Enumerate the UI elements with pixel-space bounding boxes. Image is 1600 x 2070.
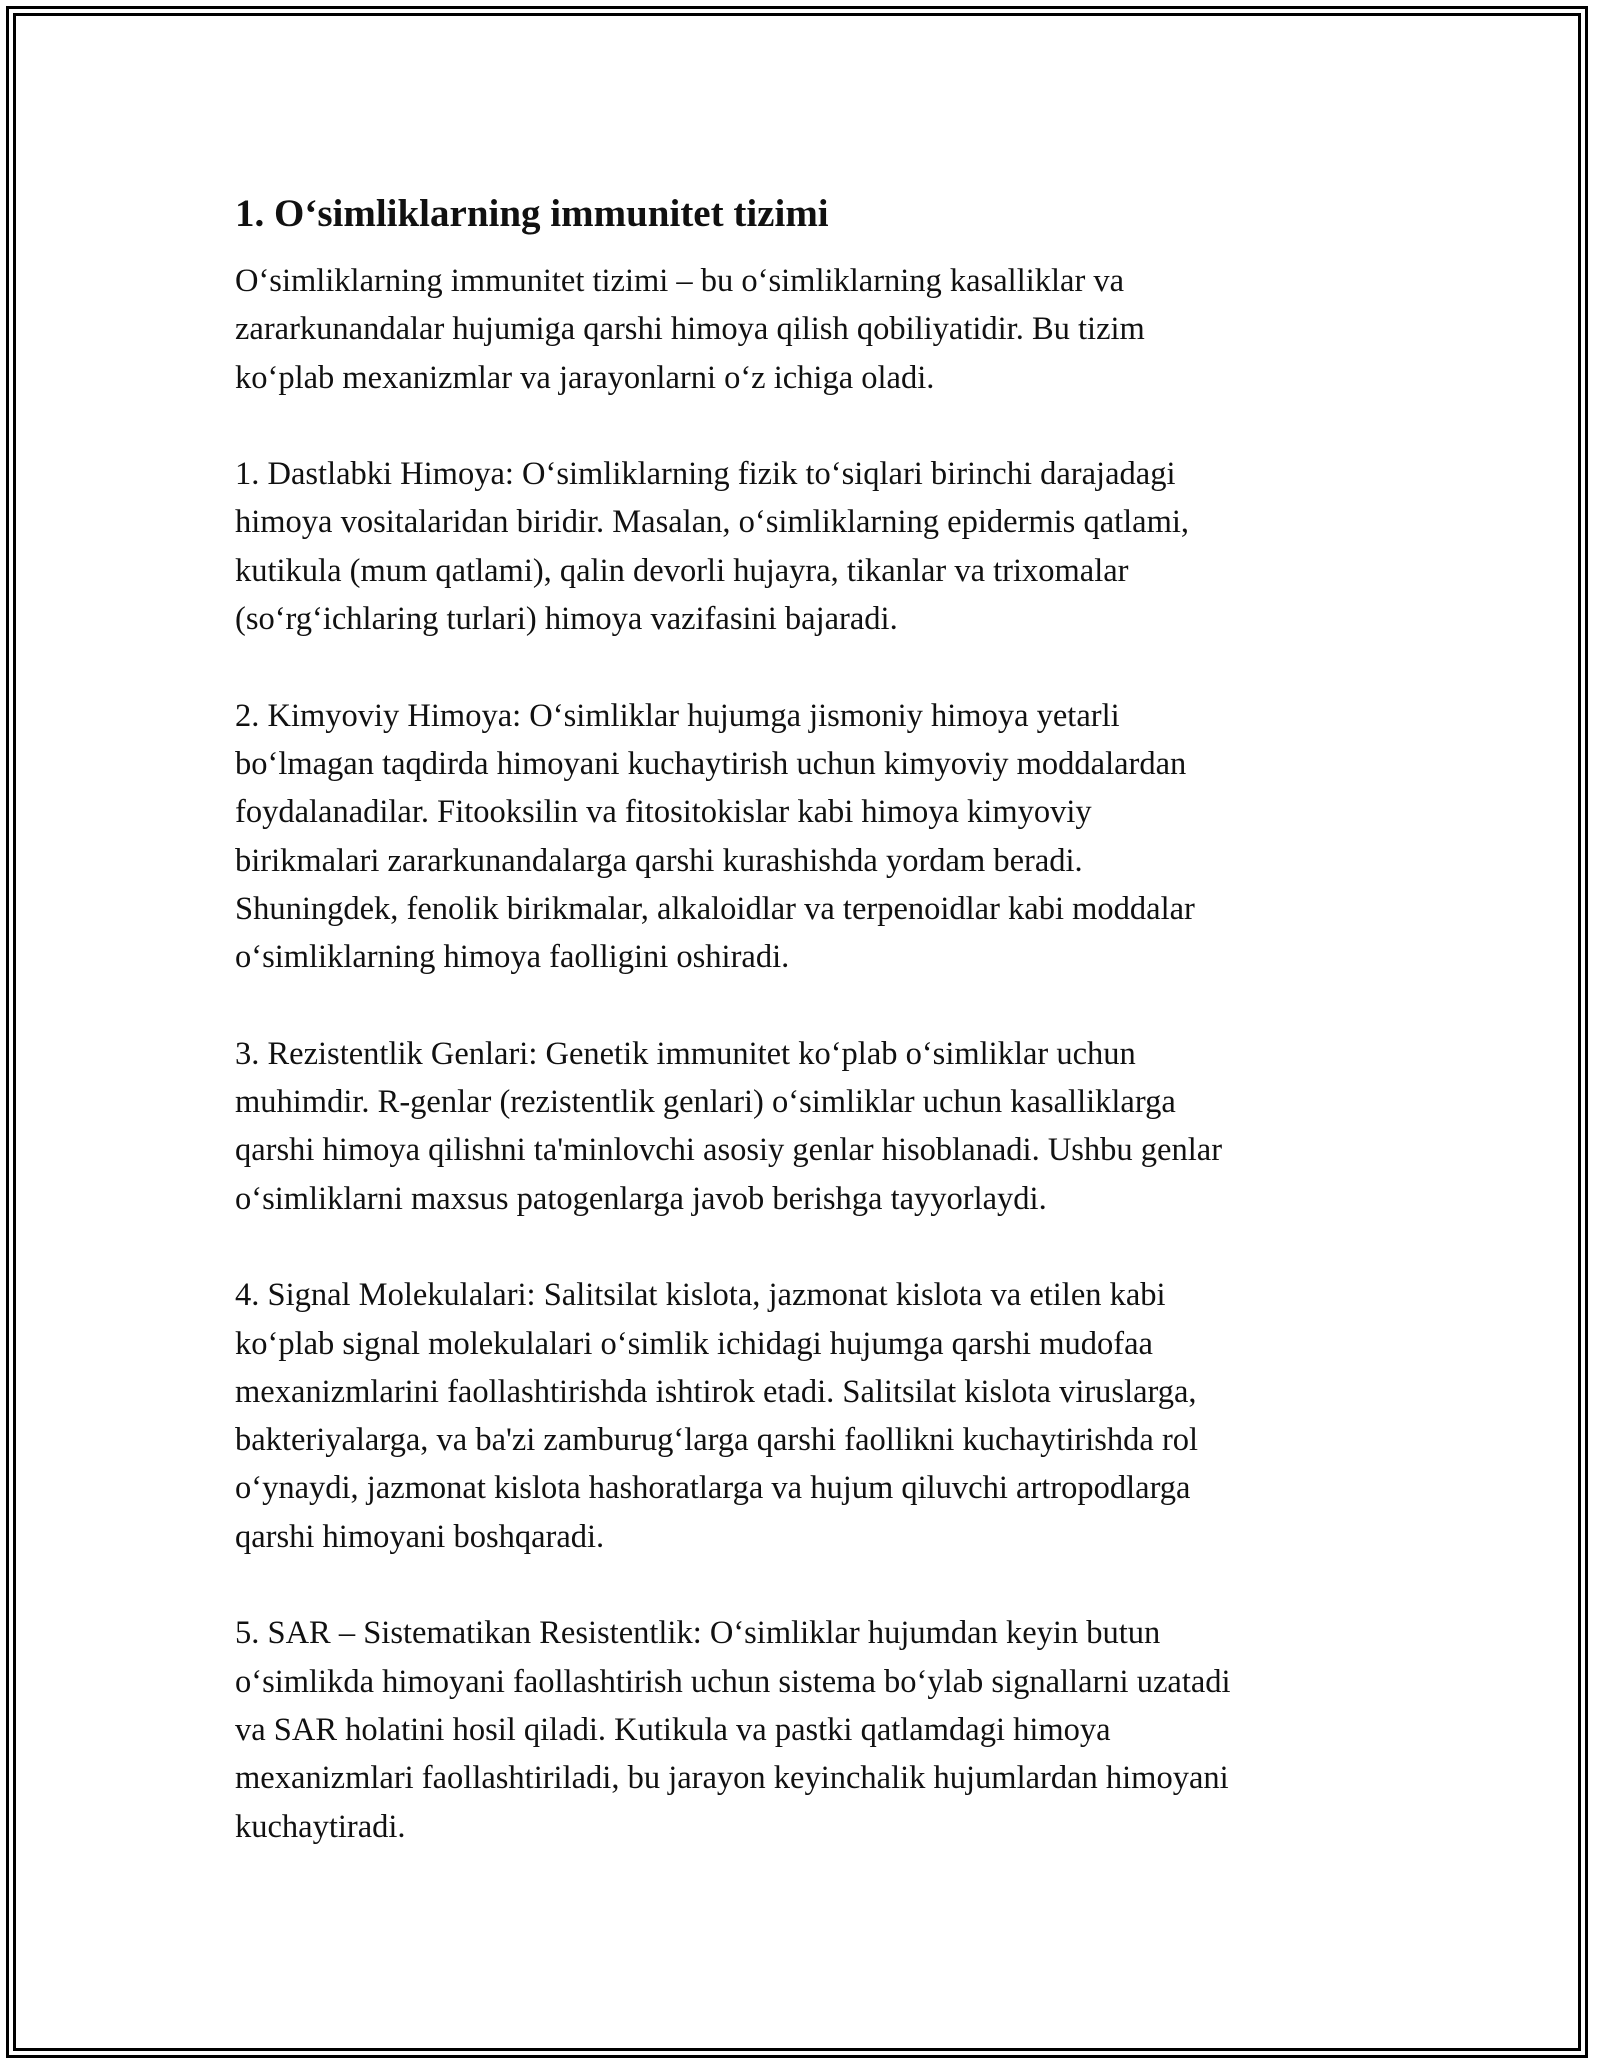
paragraph-sar bbox=[235, 1609, 1385, 1850]
text-line: birikmalari zararkunandalarga qarshi kurashishda yordam beradi. bbox=[235, 842, 1083, 879]
text-line: 2. Kimyoviy Himoya: O‘simliklar hujumga jismoniy himoya yetarli bbox=[235, 697, 1120, 734]
text-line: (so‘rg‘ichlaring turlari) himoya vazifasini bajaradi. bbox=[235, 601, 898, 638]
text-line: Shuningdek, fenolik birikmalar, alkaloidlar va terpenoidlar kabi moddalar bbox=[235, 890, 1195, 927]
text-line: 1. Dastlabki Himoya: O‘simliklarning fizik to‘siqlari birinchi darajadagi bbox=[235, 456, 1176, 493]
text-line: o‘simlikda himoyani faollashtirish uchun sistema bo‘ylab signallarni uzatadi bbox=[235, 1663, 1231, 1700]
text-line: ko‘plab signal molekulalari o‘simlik ichidagi hujumga qarshi mudofaa bbox=[235, 1325, 1153, 1362]
paragraph-chemical-defense bbox=[235, 692, 1385, 982]
text-line: mexanizmlarini faollashtirishda ishtirok etadi. Salitsilat kislota viruslarga, bbox=[235, 1373, 1197, 1410]
text-line: o‘simliklarning himoya faolligini oshiradi. bbox=[235, 939, 790, 976]
paragraph-resistance-genes bbox=[235, 1030, 1385, 1223]
text-line: o‘simliklarni maxsus patogenlarga javob berishga tayyorlaydi. bbox=[235, 1180, 1047, 1217]
text-line: qarshi himoya qilishni ta'minlovchi asosiy genlar hisoblanadi. Ushbu genlar bbox=[235, 1132, 1223, 1169]
text-line: foydalanadilar. Fitooksilin va fitositokislar kabi himoya kimyoviy bbox=[235, 794, 1092, 831]
text-line: va SAR holatini hosil qiladi. Kutikula va pastki qatlamdagi himoya bbox=[235, 1711, 1111, 1748]
paragraph-signal-molecules bbox=[235, 1271, 1385, 1561]
text-line: ko‘plab mexanizmlar va jarayonlarni o‘z ichiga oladi. bbox=[235, 359, 935, 396]
text-line: O‘simliklarning immunitet tizimi – bu o‘simliklarning kasalliklar va bbox=[235, 263, 1125, 299]
text-line: 5. SAR – Sistematikan Resistentlik: O‘simliklar hujumdan keyin butun bbox=[235, 1615, 1161, 1652]
paragraph-initial-defense bbox=[235, 450, 1385, 643]
text-line: zararkunandalar hujumiga qarshi himoya qilish qobiliyatidir. Bu tizim bbox=[235, 311, 1145, 348]
section-heading: 1. O‘simliklarning immunitet tizimi bbox=[235, 192, 829, 235]
text-line: 3. Rezistentlik Genlari: Genetik immunitet ko‘plab o‘simliklar uchun bbox=[235, 1035, 1136, 1072]
text-line: o‘ynaydi, jazmonat kislota hashoratlarga va hujum qiluvchi artropodlarga bbox=[235, 1470, 1191, 1507]
text-line: bo‘lmagan taqdirda himoyani kuchaytirish uchun kimyoviy moddalardan bbox=[235, 745, 1187, 782]
text-line: himoya vositalaridan biridir. Masalan, o‘simliklarning epidermis qatlami, bbox=[235, 504, 1190, 541]
text-line: mexanizmlari faollashtiriladi, bu jarayon keyinchalik hujumlardan himoyani bbox=[235, 1760, 1229, 1797]
text-line: muhimdir. R-genlar (rezistentlik genlari) o‘simliklar uchun kasalliklarga bbox=[235, 1084, 1176, 1121]
text-line: kuchaytiradi. bbox=[235, 1808, 406, 1845]
text-line: kutikula (mum qatlami), qalin devorli hujayra, tikanlar va trixomalar bbox=[235, 552, 1129, 589]
text-line: 4. Signal Molekulalari: Salitsilat kislota, jazmonat kislota va etilen kabi bbox=[235, 1277, 1166, 1314]
intro-paragraph bbox=[235, 257, 1385, 402]
text-line: bakteriyalarga, va ba'zi zamburug‘larga qarshi faollikni kuchaytirishda rol bbox=[235, 1422, 1199, 1459]
document-body bbox=[235, 186, 1385, 1899]
text-line: qarshi himoyani boshqaradi. bbox=[235, 1518, 605, 1555]
